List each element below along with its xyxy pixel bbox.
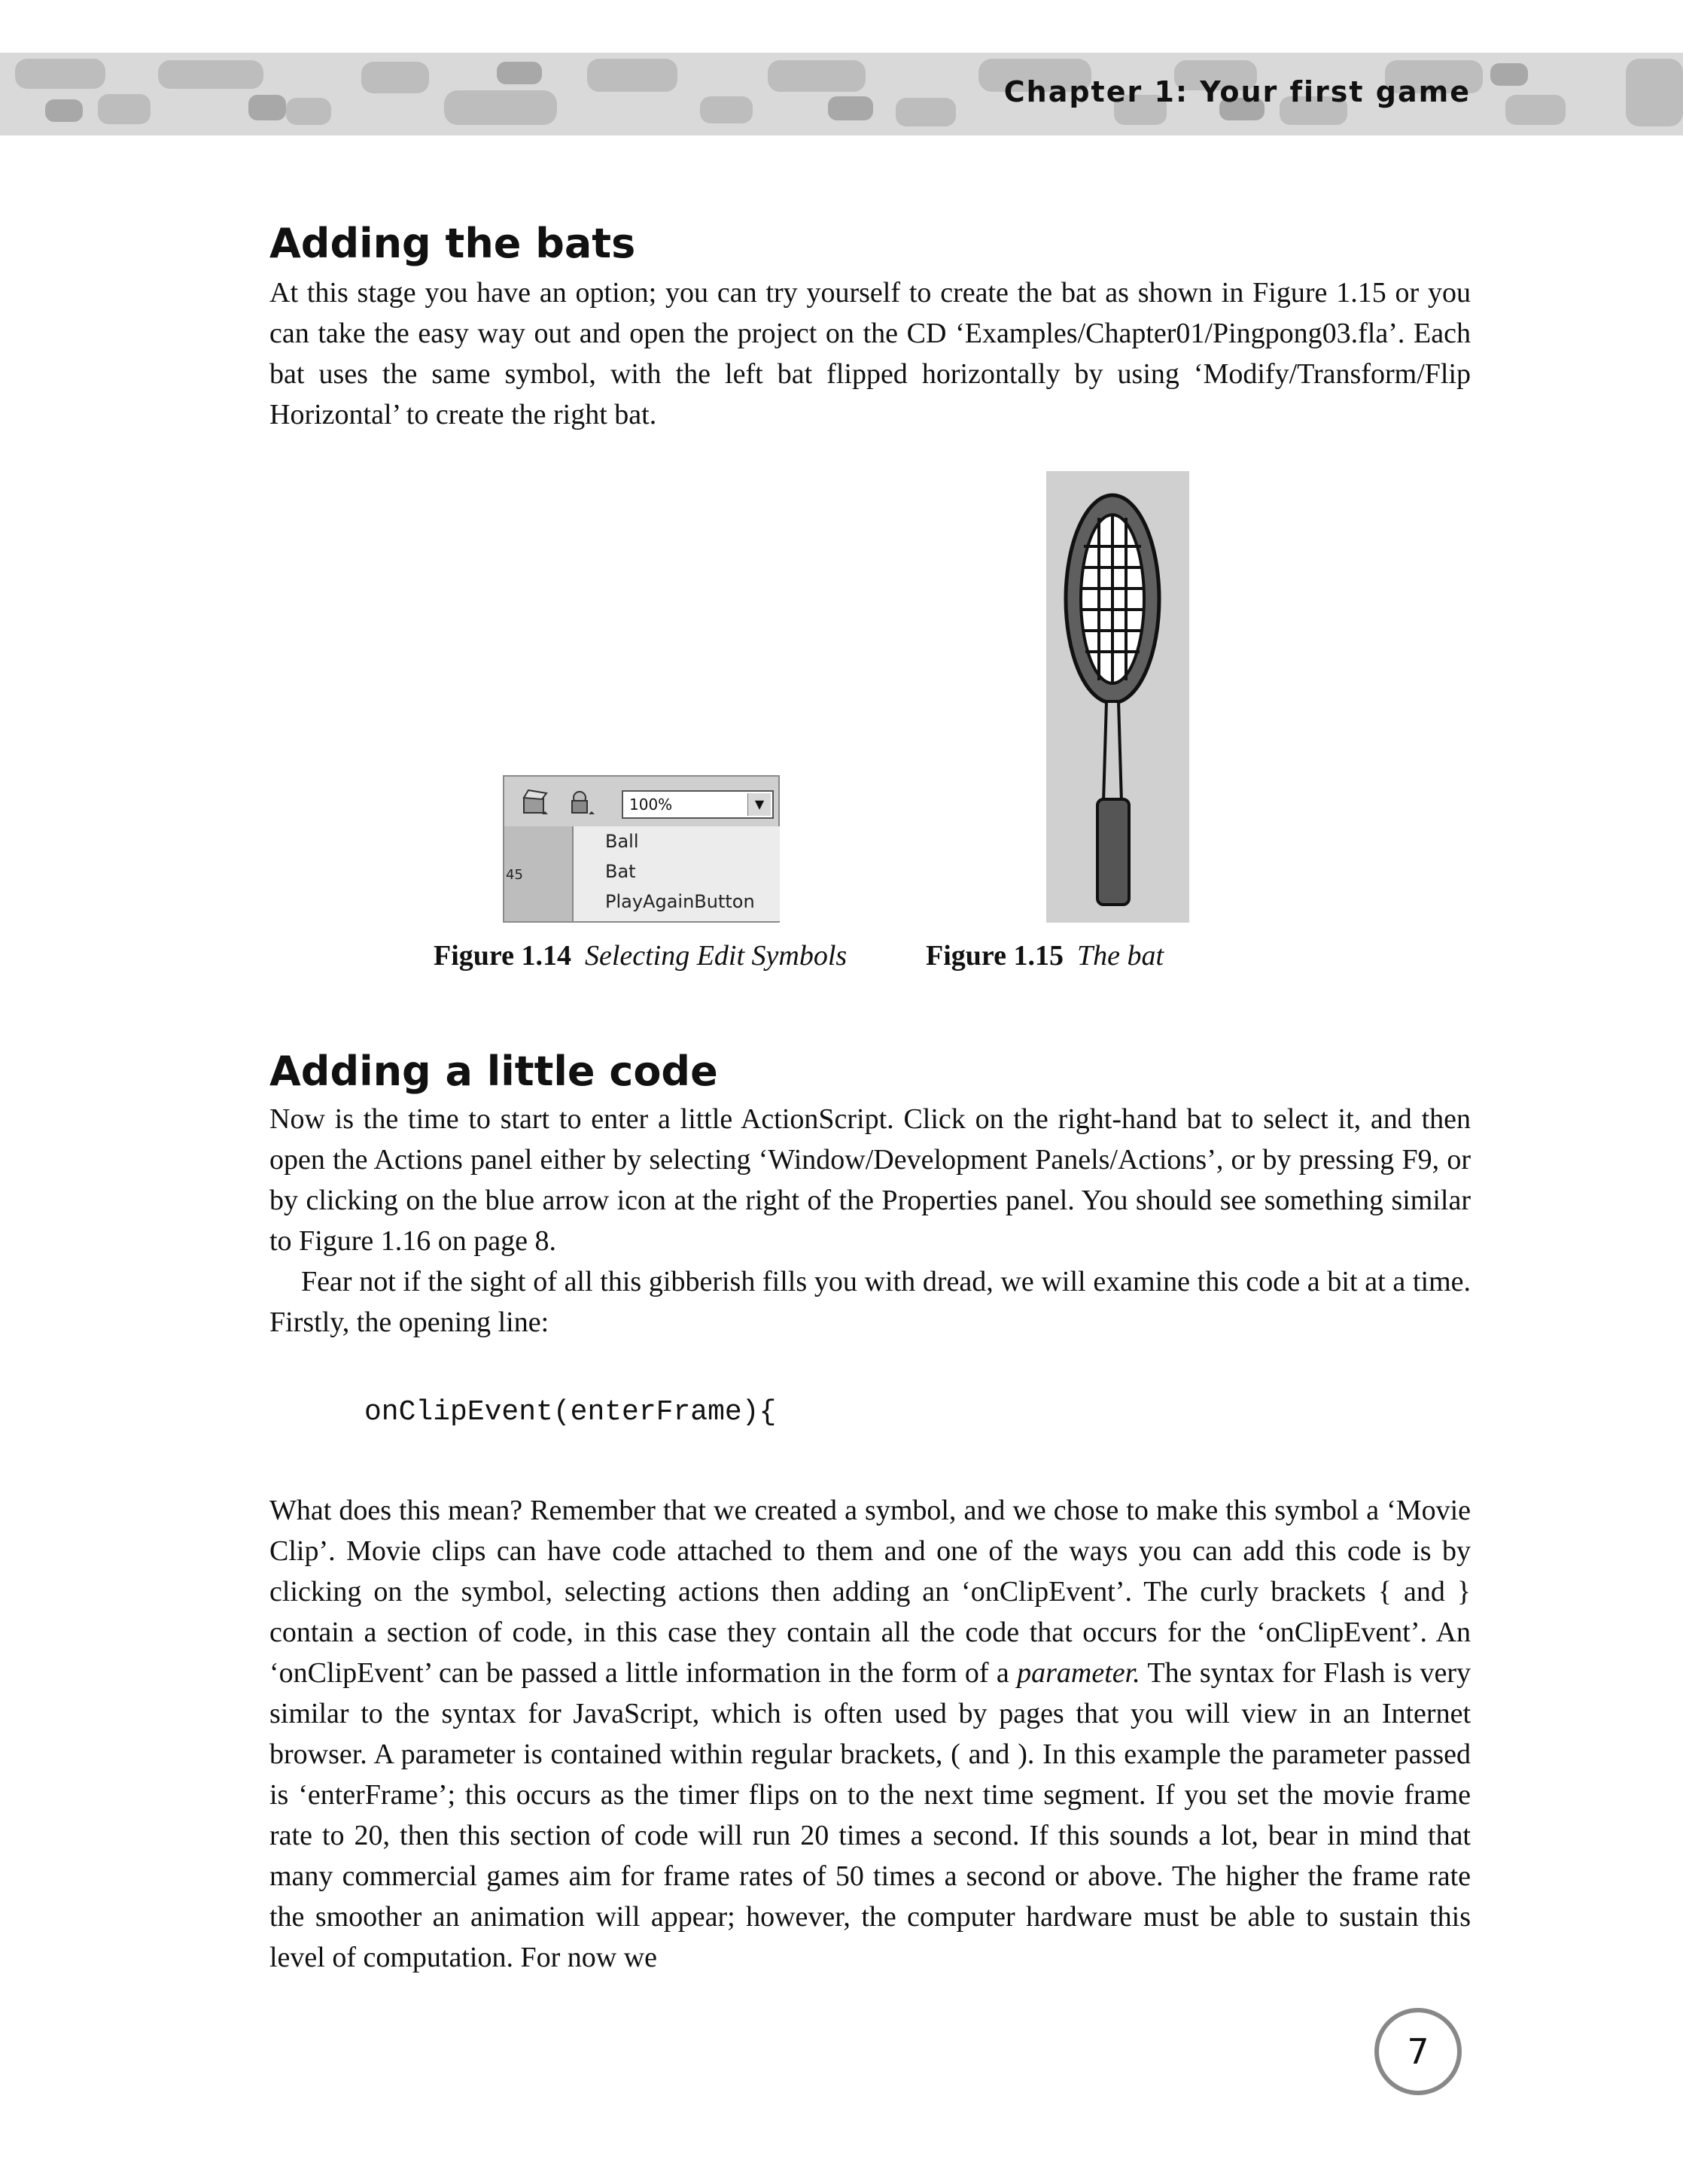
edit-scene-icon — [519, 787, 551, 817]
symbols-menu — [572, 826, 780, 921]
running-head: Chapter 1: Your first game — [1003, 75, 1471, 108]
figure-1-14-caption — [434, 939, 847, 972]
paragraph-part-2: The syntax for Flash is very similar to the syntax for JavaScript, which is often used by pages that you will view in an Internet browser. A parameter is contained within regular brackets, ( and ). In this example the parameter passed is ‘enterFrame’; this occurs as the timer flips on to the next time segment. If you set the movie frame rate to 20, then this section of code will run 20 times a second. If this sounds a lot, bear in mind that many commercial games aim for frame rates of 50 times a second or above. The higher the frame rate the smoother an animation will appear; however, the computer hardware must be able to sustain this level of computation. For now we — [269, 1657, 1471, 1973]
paragraph-fear-not: Fear not if the sight of all this gibberish fills you with dread, we will examine this code a bit at a time. Firstly, the opening line: — [269, 1266, 1471, 1338]
chevron-down-icon[interactable]: ▼ — [747, 793, 771, 816]
figure-1-15-caption — [926, 939, 1164, 972]
page-number: 7 — [1374, 2008, 1462, 2095]
paragraph-adding-the-bats: At this stage you have an option; you can try yourself to create the bat as shown in Figure 1.15 or you can take the easy way out and open the project on the CD ‘Examples/Chapter01/Pingpong03.fla’. Each bat uses the same symbol, with the left bat flipped horizontally by using ‘Modify/Transform/Flip Horizontal’ to create the right bat. — [269, 277, 1471, 430]
bat-icon — [1046, 471, 1189, 923]
edit-symbols-icon — [566, 787, 598, 817]
menu-item-ball[interactable]: Ball — [605, 831, 639, 852]
edit-toolbar — [504, 777, 778, 826]
figure-1-14-title: Selecting Edit Symbols — [584, 940, 848, 972]
section-heading-adding-the-bats: Adding the bats — [269, 220, 636, 267]
zoom-select[interactable] — [622, 790, 774, 819]
menu-item-bat[interactable]: Bat — [605, 861, 636, 882]
figure-1-15-title: The bat — [1076, 940, 1164, 972]
ruler-number: 45 — [506, 867, 523, 883]
paragraph-part-1: What does this mean? Remember that we created a symbol, and we chose to make this symbol a ‘Movie Clip’. Movie clips can have code attached to them and one of the ways you can add this code is by clicking on the symbol, selecting actions then adding an ‘onClipEvent’. The curly brackets { and } contain a section of code, in this case they contain all the code that occurs for the ‘onClipEvent’. An ‘onClipEvent’ can be passed a little information in the form of a — [269, 1495, 1471, 1689]
paragraph-actionscript-intro: Now is the time to start to enter a little ActionScript. Click on the right-hand bat to select it, and then open the Actions panel either by selecting ‘Window/Development Panels/Actions’, or by pressing F9, or by clicking on the blue arrow icon at the right of the Properties panel. You should see something similar to Figure 1.16 on page 8. — [269, 1103, 1471, 1257]
figure-1-14-label: Figure 1.14 — [434, 940, 571, 972]
code-line: onClipEvent(enterFrame){ — [364, 1396, 777, 1428]
timeline-ruler — [504, 826, 572, 921]
figure-1-15-bat-image — [1046, 471, 1189, 923]
figure-1-15-label: Figure 1.15 — [926, 940, 1064, 972]
paragraph-what-does-this-mean — [269, 1490, 1471, 1978]
section-heading-adding-a-little-code: Adding a little code — [269, 1048, 718, 1095]
parameter-emphasis: parameter. — [1017, 1657, 1140, 1689]
zoom-value: 100% — [629, 795, 673, 814]
menu-item-playagainbutton[interactable]: PlayAgainButton — [605, 891, 755, 912]
figure-1-14-screenshot — [503, 775, 780, 923]
